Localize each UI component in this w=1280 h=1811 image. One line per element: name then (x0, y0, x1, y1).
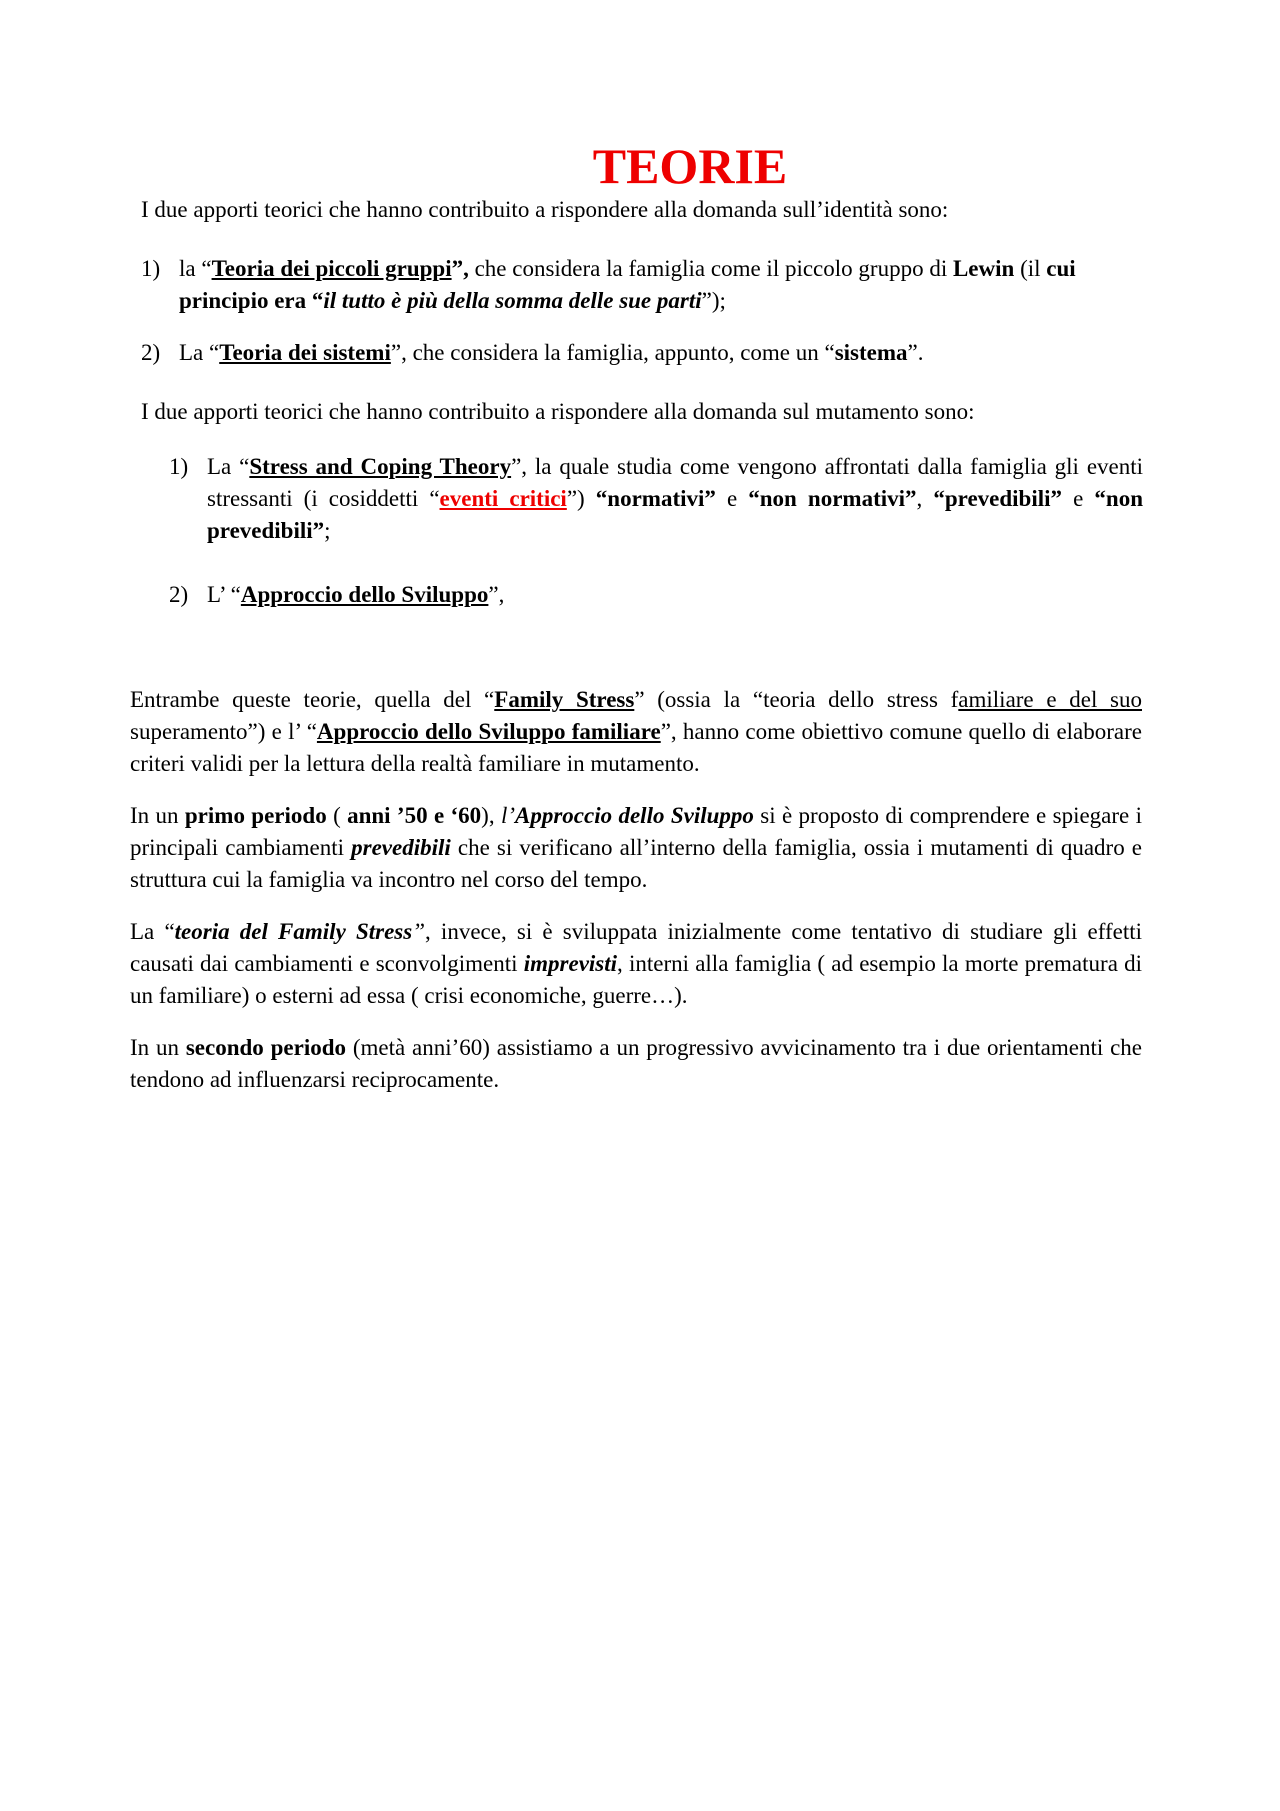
theory-name: Teoria dei sistemi (219, 340, 391, 365)
list-text: La “Stress and Coping Theory”, la quale studia come vengono affrontati dalla famiglia gli eventi stressanti (i cosiddetti “eventi critici”) “normativi” e “non normativi”, “prevedibili” e “non prevedibili”; (207, 454, 1144, 543)
identity-item-2 (141, 337, 1166, 369)
list-text: La “Teoria dei sistemi”, che considera la famiglia, appunto, come un “sistema”. (179, 340, 924, 365)
list-number: 1) (169, 454, 189, 479)
theory-name: Teoria dei piccoli gruppi (211, 256, 452, 281)
theory-name: Approccio dello Sviluppo (240, 582, 489, 607)
list-number: 2) (169, 582, 189, 607)
page-title: TEORIE (592, 138, 788, 194)
list-number: 2) (141, 340, 161, 365)
paragraph-3: La “teoria del Family Stress”, invece, si è sviluppata inizialmente come tentativo di studiare gli effetti causati dai cambiamenti e sconvolgimenti imprevisti, interni alla famiglia ( ad esempio la morte prematura di un familiare) o esterni ad essa ( crisi economiche, guerre…). (130, 919, 1143, 1008)
paragraph-2: In un primo periodo ( anni ’50 e ‘60), l’Approccio dello Sviluppo si è proposto di comprendere e spiegare i principali cambiamenti prevedibili che si verificano all’interno della famiglia, ossia i mutamenti di quadro e struttura cui la famiglia va incontro nel corso del tempo. (130, 803, 1143, 892)
change-item-1 (169, 451, 1143, 547)
list-text: L’ “Approccio dello Sviluppo”, (207, 582, 505, 607)
identity-intro: I due apporti teorici che hanno contribuito a rispondere alla domanda sull’identità sono: (141, 197, 949, 222)
list-text: la “Teoria dei piccoli gruppi”, che considera la famiglia come il piccolo gruppo di Lewin (il cui principio era “il tutto è più della somma delle sue parti”); (179, 256, 1076, 313)
theory-name: Stress and Coping Theory (249, 454, 512, 479)
paragraph-1: Entrambe queste teorie, quella del “Family Stress” (ossia la “teoria dello stress familiare e del suo superamento”) e l’ “Approccio dello Sviluppo familiare”, hanno come obiettivo comune quello di elaborare criteri validi per la lettura della realtà familiare in mutamento. (130, 687, 1142, 776)
change-intro: I due apporti teorici che hanno contribuito a rispondere alla domanda sul mutamento sono: (141, 399, 975, 424)
change-item-2 (169, 579, 1143, 611)
paragraph-4: In un secondo periodo (metà anni’60) assistiamo a un progressivo avvicinamento tra i due orientamenti che tendono ad influenzarsi reciprocamente. (130, 1035, 1142, 1092)
identity-item-1 (141, 253, 1166, 317)
list-number: 1) (141, 256, 161, 281)
highlight-term: eventi critici (439, 486, 567, 511)
quote-text: il tutto è più della somma delle sue parti (323, 288, 702, 313)
author-name: Lewin (952, 256, 1015, 281)
